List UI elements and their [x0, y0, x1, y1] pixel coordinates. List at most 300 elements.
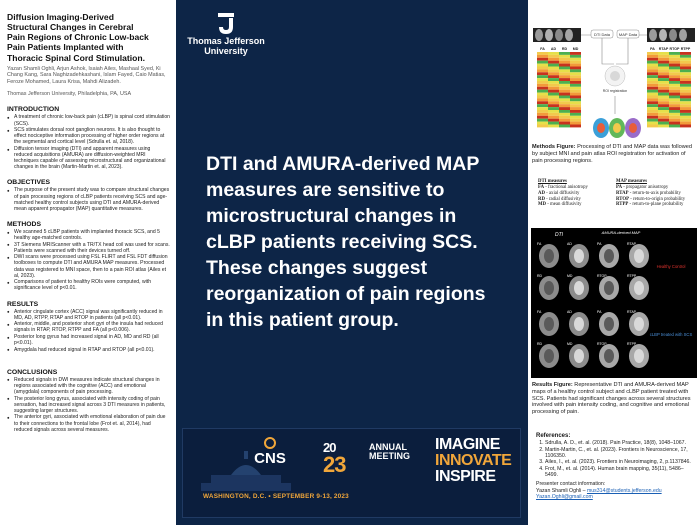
- heatmap-cell: [548, 61, 559, 64]
- heatmap-cell: [537, 93, 548, 96]
- banner-slogan: [435, 437, 511, 485]
- heatmap-cell: [647, 72, 658, 75]
- heatmap-cell: [658, 78, 669, 81]
- heatmap-cell: [537, 90, 548, 93]
- measure-desc: - mean diffusivity: [546, 202, 582, 208]
- heatmap-cell: [680, 52, 691, 55]
- map-data-label: MAP Data: [618, 32, 638, 37]
- cns-label: CNS: [254, 450, 286, 467]
- heatmap-cell: [647, 58, 658, 61]
- heatmap-cell: [570, 58, 581, 61]
- brain-slice-core: [544, 317, 554, 331]
- heatmap-cell: [570, 69, 581, 72]
- heatmap-cell: [548, 75, 559, 78]
- heatmap-column-label: FA: [540, 47, 545, 51]
- heatmap-cell: [658, 58, 669, 61]
- university-logo: [176, 13, 276, 57]
- heatmap-cell: [658, 96, 669, 99]
- title-line: Structural Changes in Cerebral: [7, 22, 134, 33]
- brain-map-label: RTOP: [597, 274, 607, 278]
- heatmap-cell: [570, 87, 581, 90]
- heatmap-cell: [537, 107, 548, 110]
- heatmap-cell: [559, 75, 570, 78]
- heatmap-cell: [669, 69, 680, 72]
- heatmap-cell: [537, 67, 548, 70]
- logo-line: Thomas Jefferson: [187, 36, 265, 46]
- bullet-item: ● The posterior long gyrus, associated with intensity coding of pain sensation, had increased signal across 3 DTI measures in patients, suggesting larger structures.: [7, 396, 170, 414]
- heatmap-cell: [559, 84, 570, 87]
- heatmap-cell: [570, 93, 581, 96]
- heatmap-cell: [537, 64, 548, 67]
- heatmap-cell: [548, 116, 559, 119]
- heatmap-cell: [669, 93, 680, 96]
- heatmap-cell: [559, 122, 570, 125]
- heatmap-column-label: RTAP: [658, 47, 669, 51]
- brain-slice-core: [574, 281, 584, 295]
- bullet-item: ● Comparisons of patient to healthy ROIs were computed, with significance level of p<0.01.: [7, 279, 170, 291]
- dti-measures-list: [538, 179, 588, 208]
- brain-slice-core: [634, 349, 644, 363]
- map-brain-strip: [647, 28, 695, 42]
- heatmap-cell: [559, 119, 570, 122]
- measure-abbr: RTOP: [616, 196, 630, 202]
- heatmap-cell: [537, 81, 548, 84]
- measure-abbr: FA: [538, 184, 545, 190]
- map-group-title: AMURA-derived MAP: [601, 230, 641, 235]
- heatmap-cell: [570, 84, 581, 87]
- heatmap-cell: [548, 55, 559, 58]
- meeting-location: WASHINGTON, D.C. • SEPTEMBER 9-13, 2023: [203, 493, 349, 500]
- heatmap-cell: [680, 78, 691, 81]
- heatmap-cell: [680, 58, 691, 61]
- heatmap-cell: [537, 75, 548, 78]
- brain-map-label: PA: [597, 310, 602, 314]
- heatmap-cell: [548, 93, 559, 96]
- heatmap-cell: [669, 81, 680, 84]
- methods-caption: [532, 144, 697, 164]
- results-figure: [531, 228, 697, 378]
- contact-heading: Presenter contact information:: [536, 481, 606, 488]
- heatmap-cell: [548, 87, 559, 90]
- measure-abbr: RD: [538, 196, 545, 202]
- heatmap-cell: [658, 104, 669, 107]
- heatmap-cell: [537, 119, 548, 122]
- brain-map-label: RTPP: [627, 274, 637, 278]
- references-section: [536, 433, 696, 500]
- heatmap-cell: [669, 113, 680, 116]
- heatmap-cell: [669, 75, 680, 78]
- brain-map-label: RD: [537, 274, 543, 278]
- brain-slice-core: [544, 249, 554, 263]
- brain-slice-core: [634, 249, 644, 263]
- heatmap-cell: [647, 87, 658, 90]
- heatmap-cell: [570, 61, 581, 64]
- heatmap-cell: [537, 69, 548, 72]
- heatmap-cell: [680, 55, 691, 58]
- heatmap-cell: [537, 101, 548, 104]
- heatmap-cell: [669, 52, 680, 55]
- heatmap-cell: [680, 75, 691, 78]
- heatmap-column-label: MD: [572, 47, 579, 51]
- bullet-item: ● The anterior gyri, associated with emotional elaboration of pain due to their connections to the frontal lobe (Frot et. al, 2014), had reduced signals across several measures.: [7, 414, 170, 432]
- contact-email-link[interactable]: Yazan.Oghli@gmail.com: [536, 494, 593, 501]
- heatmap-cell: [669, 119, 680, 122]
- brain-map-label: FA: [537, 242, 542, 246]
- heatmap-cell: [680, 61, 691, 64]
- brain-map-label: FA: [537, 310, 542, 314]
- heatmap-column-label: RD: [561, 47, 568, 51]
- results-caption-label: Results Figure:: [532, 382, 573, 388]
- heatmap-cell: [559, 58, 570, 61]
- heatmap-cell: [570, 98, 581, 101]
- heatmap-column-label: PA: [650, 47, 655, 51]
- heatmap-cell: [669, 72, 680, 75]
- heatmap-cell: [647, 75, 658, 78]
- heatmap-cell: [680, 69, 691, 72]
- heatmap-cell: [548, 90, 559, 93]
- brain-map-label: RD: [537, 342, 543, 346]
- brain-map-label: RTPP: [627, 342, 637, 346]
- measure-desc: - axial diffusivity: [544, 190, 580, 196]
- dti-data-label: DTI Data: [593, 32, 611, 37]
- affiliation: Thomas Jefferson University, Philadelphia, PA, USA: [7, 91, 132, 98]
- slogan-word: IMAGINE: [435, 436, 500, 453]
- heatmap-cell: [658, 72, 669, 75]
- heatmap-cell: [570, 96, 581, 99]
- year-bottom: 23: [323, 452, 346, 477]
- section-heading: OBJECTIVES: [7, 179, 51, 187]
- measure-abbr: RTPP: [616, 202, 629, 208]
- heatmap-cell: [548, 96, 559, 99]
- reference-item: 2. Martin-Martin, C., et. al. (2023). Frontiers in Neuroscience, 17, 1106350.: [545, 447, 696, 460]
- heatmap-cell: [559, 104, 570, 107]
- brain-slice-core: [544, 349, 554, 363]
- heatmap-cell: [658, 64, 669, 67]
- reference-item: 1. Sdrulla, A. D., et. al. (2018). Pain Practice, 18(8), 1048–1067.: [545, 440, 696, 446]
- heatmap-cell: [647, 122, 658, 125]
- heatmap-cell: [559, 110, 570, 113]
- heatmap-column-label: AD: [550, 47, 557, 51]
- map-measures-heading: MAP measures: [616, 179, 647, 184]
- reference-item: 3. Ailes, I., et. al. (2023). Frontiers in Neuroimaging, 2, p.1137846.: [545, 459, 696, 465]
- heatmap-column-label: RTOP: [669, 47, 680, 51]
- brain-map-label: RTAP: [627, 242, 637, 246]
- heatmap-cell: [647, 98, 658, 101]
- heatmap-cell: [537, 61, 548, 64]
- heatmap-cell: [669, 67, 680, 70]
- heatmap-cell: [669, 78, 680, 81]
- heatmap-cell: [680, 67, 691, 70]
- heatmap-cell: [669, 116, 680, 119]
- methods-figure: [531, 24, 697, 144]
- heatmap-cell: [548, 58, 559, 61]
- brain-map-label: MD: [567, 342, 573, 346]
- brain-slice-core: [634, 317, 644, 331]
- heatmap-cell: [680, 81, 691, 84]
- heatmap-cell: [647, 110, 658, 113]
- heatmap-cell: [647, 61, 658, 64]
- reference-item: 4. Frot, M., et. al. (2014). Human brain mapping, 35(11), 5486–5499.: [545, 466, 696, 479]
- results-section: [7, 301, 170, 353]
- heatmap-cell: [658, 87, 669, 90]
- brain-map-label: AD: [567, 242, 572, 246]
- heatmap-cell: [658, 84, 669, 87]
- heatmap-cell: [647, 107, 658, 110]
- heatmap-cell: [559, 81, 570, 84]
- heatmap-cell: [647, 96, 658, 99]
- heatmap-cell: [647, 55, 658, 58]
- title-line: Pain Patients Implanted with: [7, 42, 124, 53]
- heatmap-cell: [669, 84, 680, 87]
- measure-desc: - fractional anisotropy: [544, 184, 588, 190]
- heatmap-cell: [537, 84, 548, 87]
- heatmap-cell: [680, 122, 691, 125]
- results-caption-text: Representative DTI and AMURA-derived MAP maps of a healthy control subject and cLBP patient treated with SCS. Patients had significant changes across several structures involved with pain intensity coding, and cognitive and emotional processing of pain.: [532, 382, 691, 416]
- heatmap-cell: [658, 110, 669, 113]
- logo-line: University: [204, 45, 248, 56]
- methods-caption-label: Methods Figure:: [532, 144, 576, 150]
- methods-section: [7, 221, 170, 292]
- brain-map-label: RTOP: [597, 342, 607, 346]
- heatmap-cell: [559, 96, 570, 99]
- heatmap-cell: [647, 64, 658, 67]
- heatmap-cell: [559, 93, 570, 96]
- heatmap-cell: [669, 104, 680, 107]
- heatmap-cell: [548, 72, 559, 75]
- map-heatmap: [647, 52, 691, 127]
- brain-slice-core: [544, 281, 554, 295]
- annual-meeting-label: [369, 443, 410, 462]
- methods-caption-text: Processing of DTI and MAP data was followed by subject MNI and pain atlas ROI registration for activation of pain processing regions.: [532, 144, 693, 164]
- heatmap-cell: [548, 78, 559, 81]
- heatmap-cell: [669, 107, 680, 110]
- slogan-word: INNOVATE: [435, 452, 512, 469]
- measure-desc: - return-to-axis probability: [628, 190, 681, 196]
- heatmap-cell: [658, 113, 669, 116]
- section-heading: RESULTS: [7, 300, 39, 308]
- brain-map-label: RTAP: [627, 310, 637, 314]
- conclusions-section: [7, 369, 170, 433]
- heatmap-cell: [559, 69, 570, 72]
- title-line: Pain Regions of Chronic Low-back: [7, 32, 149, 43]
- references-heading: References:: [536, 433, 571, 439]
- heatmap-cell: [548, 81, 559, 84]
- bullet-item: ● Reduced signals in DWI measures indicate structural changes in regions associated with the cognitive (ACC) and emotional (amygdala) components of pain processing.: [7, 377, 170, 395]
- roi-registration-label: ROI registration: [602, 89, 628, 93]
- measure-desc: - return-to-origin probability: [629, 196, 686, 202]
- brain-map-label: MD: [567, 274, 573, 278]
- heatmap-cell: [548, 101, 559, 104]
- heatmap-cell: [669, 87, 680, 90]
- heatmap-cell: [647, 101, 658, 104]
- bullet-item: ● Anterior cingulate cortex (ACC) signal was significantly reduced in MD, AD, RTPP, RTAP and RTOP in patients (all p<0.01).: [7, 309, 170, 321]
- heatmap-cell: [658, 93, 669, 96]
- heatmap-cell: [537, 125, 548, 128]
- bullet-item: ● DWI scans were processed using FSL FLIRT and FSL FDT diffusion toolboxes to compute DTI and AMURA MAP measures. Processed data was registered to MNI space, then to a pain ROI atlas (Ailes et al, 2023).: [7, 254, 170, 278]
- brain-slice-core: [574, 317, 584, 331]
- heatmap-cell: [537, 113, 548, 116]
- heatmap-cell: [658, 125, 669, 128]
- cns-logo: [245, 437, 295, 467]
- heatmap-cell: [658, 61, 669, 64]
- brain-slice-core: [604, 281, 614, 295]
- brain-slice-core: [574, 349, 584, 363]
- heatmap-cell: [658, 116, 669, 119]
- title-line: Thoracic Spinal Cord Stimulation.: [7, 52, 145, 63]
- heatmap-cell: [570, 72, 581, 75]
- heatmap-cell: [658, 122, 669, 125]
- heatmap-cell: [658, 52, 669, 55]
- heatmap-cell: [680, 104, 691, 107]
- heatmap-cell: [669, 125, 680, 128]
- bullet-item: ● The purpose of the present study was to compare structural changes of pain processing regions of cLBP patients receiving SCS and age-matched healthy control subjects using DTI and AMURA-derived mean apparent propagator (MAP) quantitative measures.: [7, 187, 170, 211]
- year-top: 20: [323, 440, 336, 455]
- brain-slice-core: [604, 317, 614, 331]
- measure-desc: - radial diffusivity: [544, 196, 581, 202]
- bullet-item: ● Diffusion tensor imaging (DTI) and apparent measures using reduced acquisitions (AMURA) are diffusion-weighted MRI techniques capable of assessing microstructural and organizational changes in the brain (Martin-Martin et. al, 2023).: [7, 146, 170, 170]
- heatmap-cell: [548, 98, 559, 101]
- heatmap-cell: [647, 67, 658, 70]
- heatmap-cell: [669, 90, 680, 93]
- heatmap-cell: [570, 125, 581, 128]
- bullet-item: ● Posterior long gyrus had increased signal in AD, MD and RD (all p<0.01).: [7, 334, 170, 346]
- pain-region-brains: [593, 118, 641, 138]
- jefferson-j-icon: [216, 13, 236, 35]
- heatmap-cell: [559, 64, 570, 67]
- introduction-section: [7, 106, 170, 170]
- brain-slice-core: [574, 249, 584, 263]
- heatmap-cell: [559, 116, 570, 119]
- heatmap-cell: [548, 52, 559, 55]
- right-column: [528, 0, 700, 525]
- results-caption: [532, 382, 697, 416]
- heatmap-cell: [669, 55, 680, 58]
- bullet-item: ● SCS stimulates dorsal root ganglion neurons. It is also thought to effect nociceptive information processing of higher order regions at the segmental and cortical level (Sdrulla et. al, 2018).: [7, 127, 170, 145]
- heatmap-cell: [680, 110, 691, 113]
- heatmap-cell: [680, 84, 691, 87]
- heatmap-cell: [658, 119, 669, 122]
- section-heading: INTRODUCTION: [7, 106, 60, 114]
- heatmap-cell: [559, 52, 570, 55]
- heatmap-cell: [647, 119, 658, 122]
- measure-item: [616, 202, 685, 208]
- heatmap-cell: [680, 107, 691, 110]
- heatmap-cell: [570, 116, 581, 119]
- measure-item: [538, 202, 588, 208]
- cns-circle-icon: [264, 437, 276, 449]
- measure-abbr: RTAP: [616, 190, 629, 196]
- brain-slice-core: [604, 249, 614, 263]
- contact-name: Yazan Shamli Oghli –: [536, 487, 587, 494]
- heatmap-cell: [647, 113, 658, 116]
- heatmap-cell: [647, 116, 658, 119]
- heatmap-cell: [669, 101, 680, 104]
- bullet-item: ● Anterior, middle, and posterior short gyri of the insula had reduced signals in RTAP, RTOP, RTPP and FA (all p<0.006).: [7, 321, 170, 333]
- heatmap-cell: [548, 119, 559, 122]
- heatmap-cell: [559, 98, 570, 101]
- heatmap-cell: [669, 96, 680, 99]
- measure-abbr: AD: [538, 190, 545, 196]
- bullet-item: ● 3T Siemens MRIScanner with a TR/TX head coil was used for scans. Patients were scanned with their devices turned off.: [7, 242, 170, 254]
- heatmap-cell: [658, 55, 669, 58]
- meeting-line: ANNUAL: [369, 442, 407, 452]
- dti-group-title: DTI: [554, 232, 564, 238]
- heatmap-cell: [548, 104, 559, 107]
- dti-measures-heading: DTI measures: [538, 179, 567, 184]
- heatmap-cell: [537, 110, 548, 113]
- brain-slice-core: [604, 349, 614, 363]
- heatmap-cell: [570, 78, 581, 81]
- heatmap-cell: [570, 110, 581, 113]
- heatmap-cell: [559, 72, 570, 75]
- main-claim: DTI and AMURA-derived MAP measures are sensitive to microstructural changes in cLBP patients receiving SCS. These changes suggest reorganization of pain regions in this patient group.: [206, 153, 486, 331]
- measure-desc: - return-to-plane probability: [628, 202, 684, 208]
- heatmap-cell: [548, 110, 559, 113]
- heatmap-cell: [669, 98, 680, 101]
- heatmap-cell: [537, 122, 548, 125]
- center-panel: [176, 0, 528, 525]
- heatmap-cell: [570, 90, 581, 93]
- heatmap-cell: [570, 67, 581, 70]
- heatmap-cell: [559, 125, 570, 128]
- heatmap-cell: [647, 78, 658, 81]
- section-heading: METHODS: [7, 220, 41, 228]
- poster-title: [7, 12, 170, 63]
- heatmap-cell: [658, 107, 669, 110]
- heatmap-cell: [548, 67, 559, 70]
- heatmap-cell: [680, 72, 691, 75]
- heatmap-cell: [658, 98, 669, 101]
- heatmap-cell: [537, 55, 548, 58]
- contact-email-link[interactable]: mus314@students.jefferson.edu: [586, 487, 662, 494]
- heatmap-cell: [680, 116, 691, 119]
- brain-slice-core: [634, 281, 644, 295]
- heatmap-cell: [669, 110, 680, 113]
- heatmap-cell: [658, 81, 669, 84]
- heatmap-cell: [537, 78, 548, 81]
- university-name: [176, 37, 276, 57]
- heatmap-cell: [548, 122, 559, 125]
- heatmap-cell: [559, 107, 570, 110]
- heatmap-cell: [647, 125, 658, 128]
- heatmap-cell: [680, 119, 691, 122]
- heatmap-cell: [570, 52, 581, 55]
- dti-brain-strip: [533, 28, 581, 42]
- map-measures-list: [616, 179, 685, 208]
- heatmap-cell: [680, 101, 691, 104]
- heatmap-cell: [647, 52, 658, 55]
- author-list: Yazan Shamli Oghli, Arjun Ashok, Isaiah Ailes, Mashaal Syed, Ki Chang Kang, Sara Naghizadehkashani, Islam Fayed, Caio Matias, Feroze Mohamed, Laura Krisa, Mahdi Alizadeh.: [7, 65, 166, 85]
- heatmap-cell: [658, 90, 669, 93]
- heatmap-cell: [680, 93, 691, 96]
- heatmap-cell: [548, 84, 559, 87]
- slogan-word: INSPIRE: [435, 468, 496, 485]
- objectives-section: [7, 179, 170, 211]
- heatmap-cell: [548, 107, 559, 110]
- heatmap-cell: [537, 104, 548, 107]
- heatmap-cell: [548, 113, 559, 116]
- heatmap-cell: [669, 64, 680, 67]
- heatmap-cell: [647, 81, 658, 84]
- measure-abbr: MD: [538, 202, 546, 208]
- clbp-scs-label: cLBP treated with SCS: [649, 332, 693, 337]
- heatmap-cell: [570, 104, 581, 107]
- left-column: [0, 0, 176, 525]
- heatmap-cell: [680, 125, 691, 128]
- brain-map-label: PA: [597, 242, 602, 246]
- heatmap-cell: [570, 107, 581, 110]
- heatmap-column-label: RTPP: [680, 47, 691, 51]
